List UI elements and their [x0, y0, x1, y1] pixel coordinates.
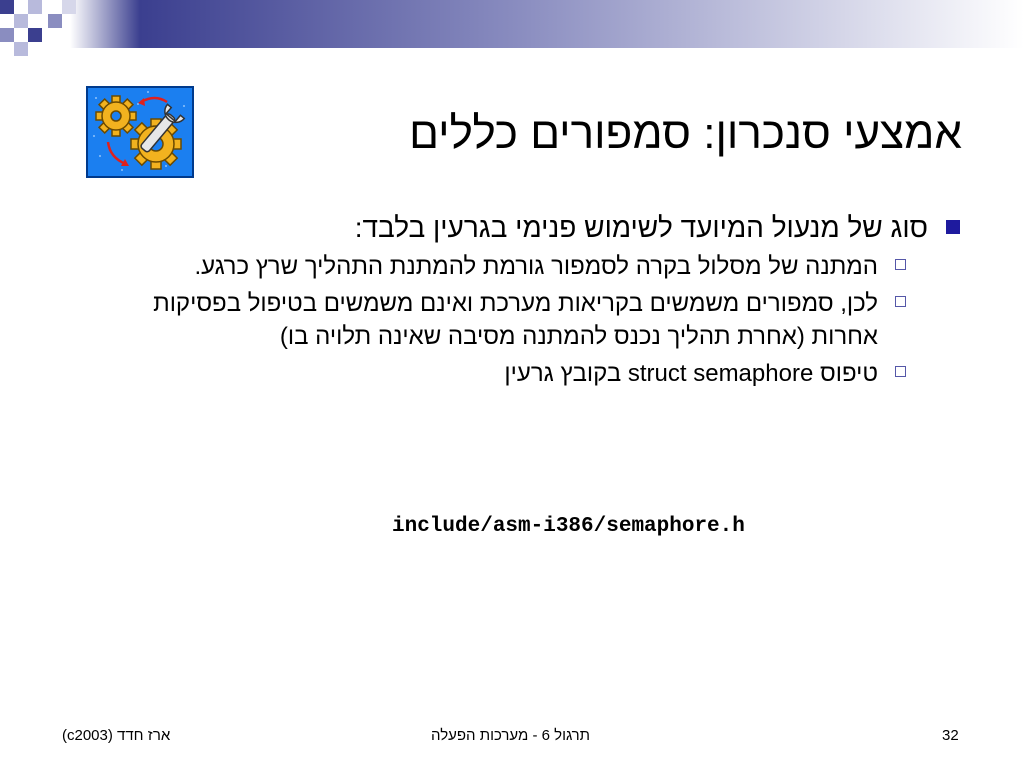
subbullet-item [80, 357, 914, 390]
subbullet-text: לכן, סמפורים משמשים בקריאות מערכת ואינם משמשים בטיפול בפסיקות אחרות (אחרת תהליך נכנס להמתנה מסיבה שאינה תלויה בו) [153, 290, 878, 350]
bullet-item [80, 208, 964, 248]
slide-title: אמצעי סנכרון: סמפורים כללים [409, 109, 962, 158]
gears-wrench-icon [86, 86, 194, 178]
hollow-square-bullet-icon [895, 259, 906, 270]
header-gradient-bar [0, 0, 1024, 48]
hollow-square-bullet-icon [895, 366, 906, 377]
subbullet-text: טיפוס struct semaphore בקובץ גרעין [504, 360, 878, 387]
square-bullet-icon [946, 220, 960, 234]
bullet-text: סוג של מנעול המיועד לשימוש פנימי בגרעין בלבד: [354, 212, 928, 243]
code-path: include/asm-i386/semaphore.h [392, 515, 745, 538]
subbullet-item [80, 250, 914, 283]
slide-body [80, 208, 964, 394]
hollow-square-bullet-icon [895, 296, 906, 307]
decorative-squares [0, 0, 80, 62]
footer-course: תרגול 6 - מערכות הפעלה [431, 727, 590, 744]
footer-author: ארז חדד (c2003) [62, 727, 171, 744]
footer-page-number: 32 [942, 727, 959, 744]
subbullet-item [80, 287, 914, 353]
subbullet-text: המתנה של מסלול בקרה לסמפור גורמת להמתנת התהליך שרץ כרגע. [194, 253, 878, 280]
